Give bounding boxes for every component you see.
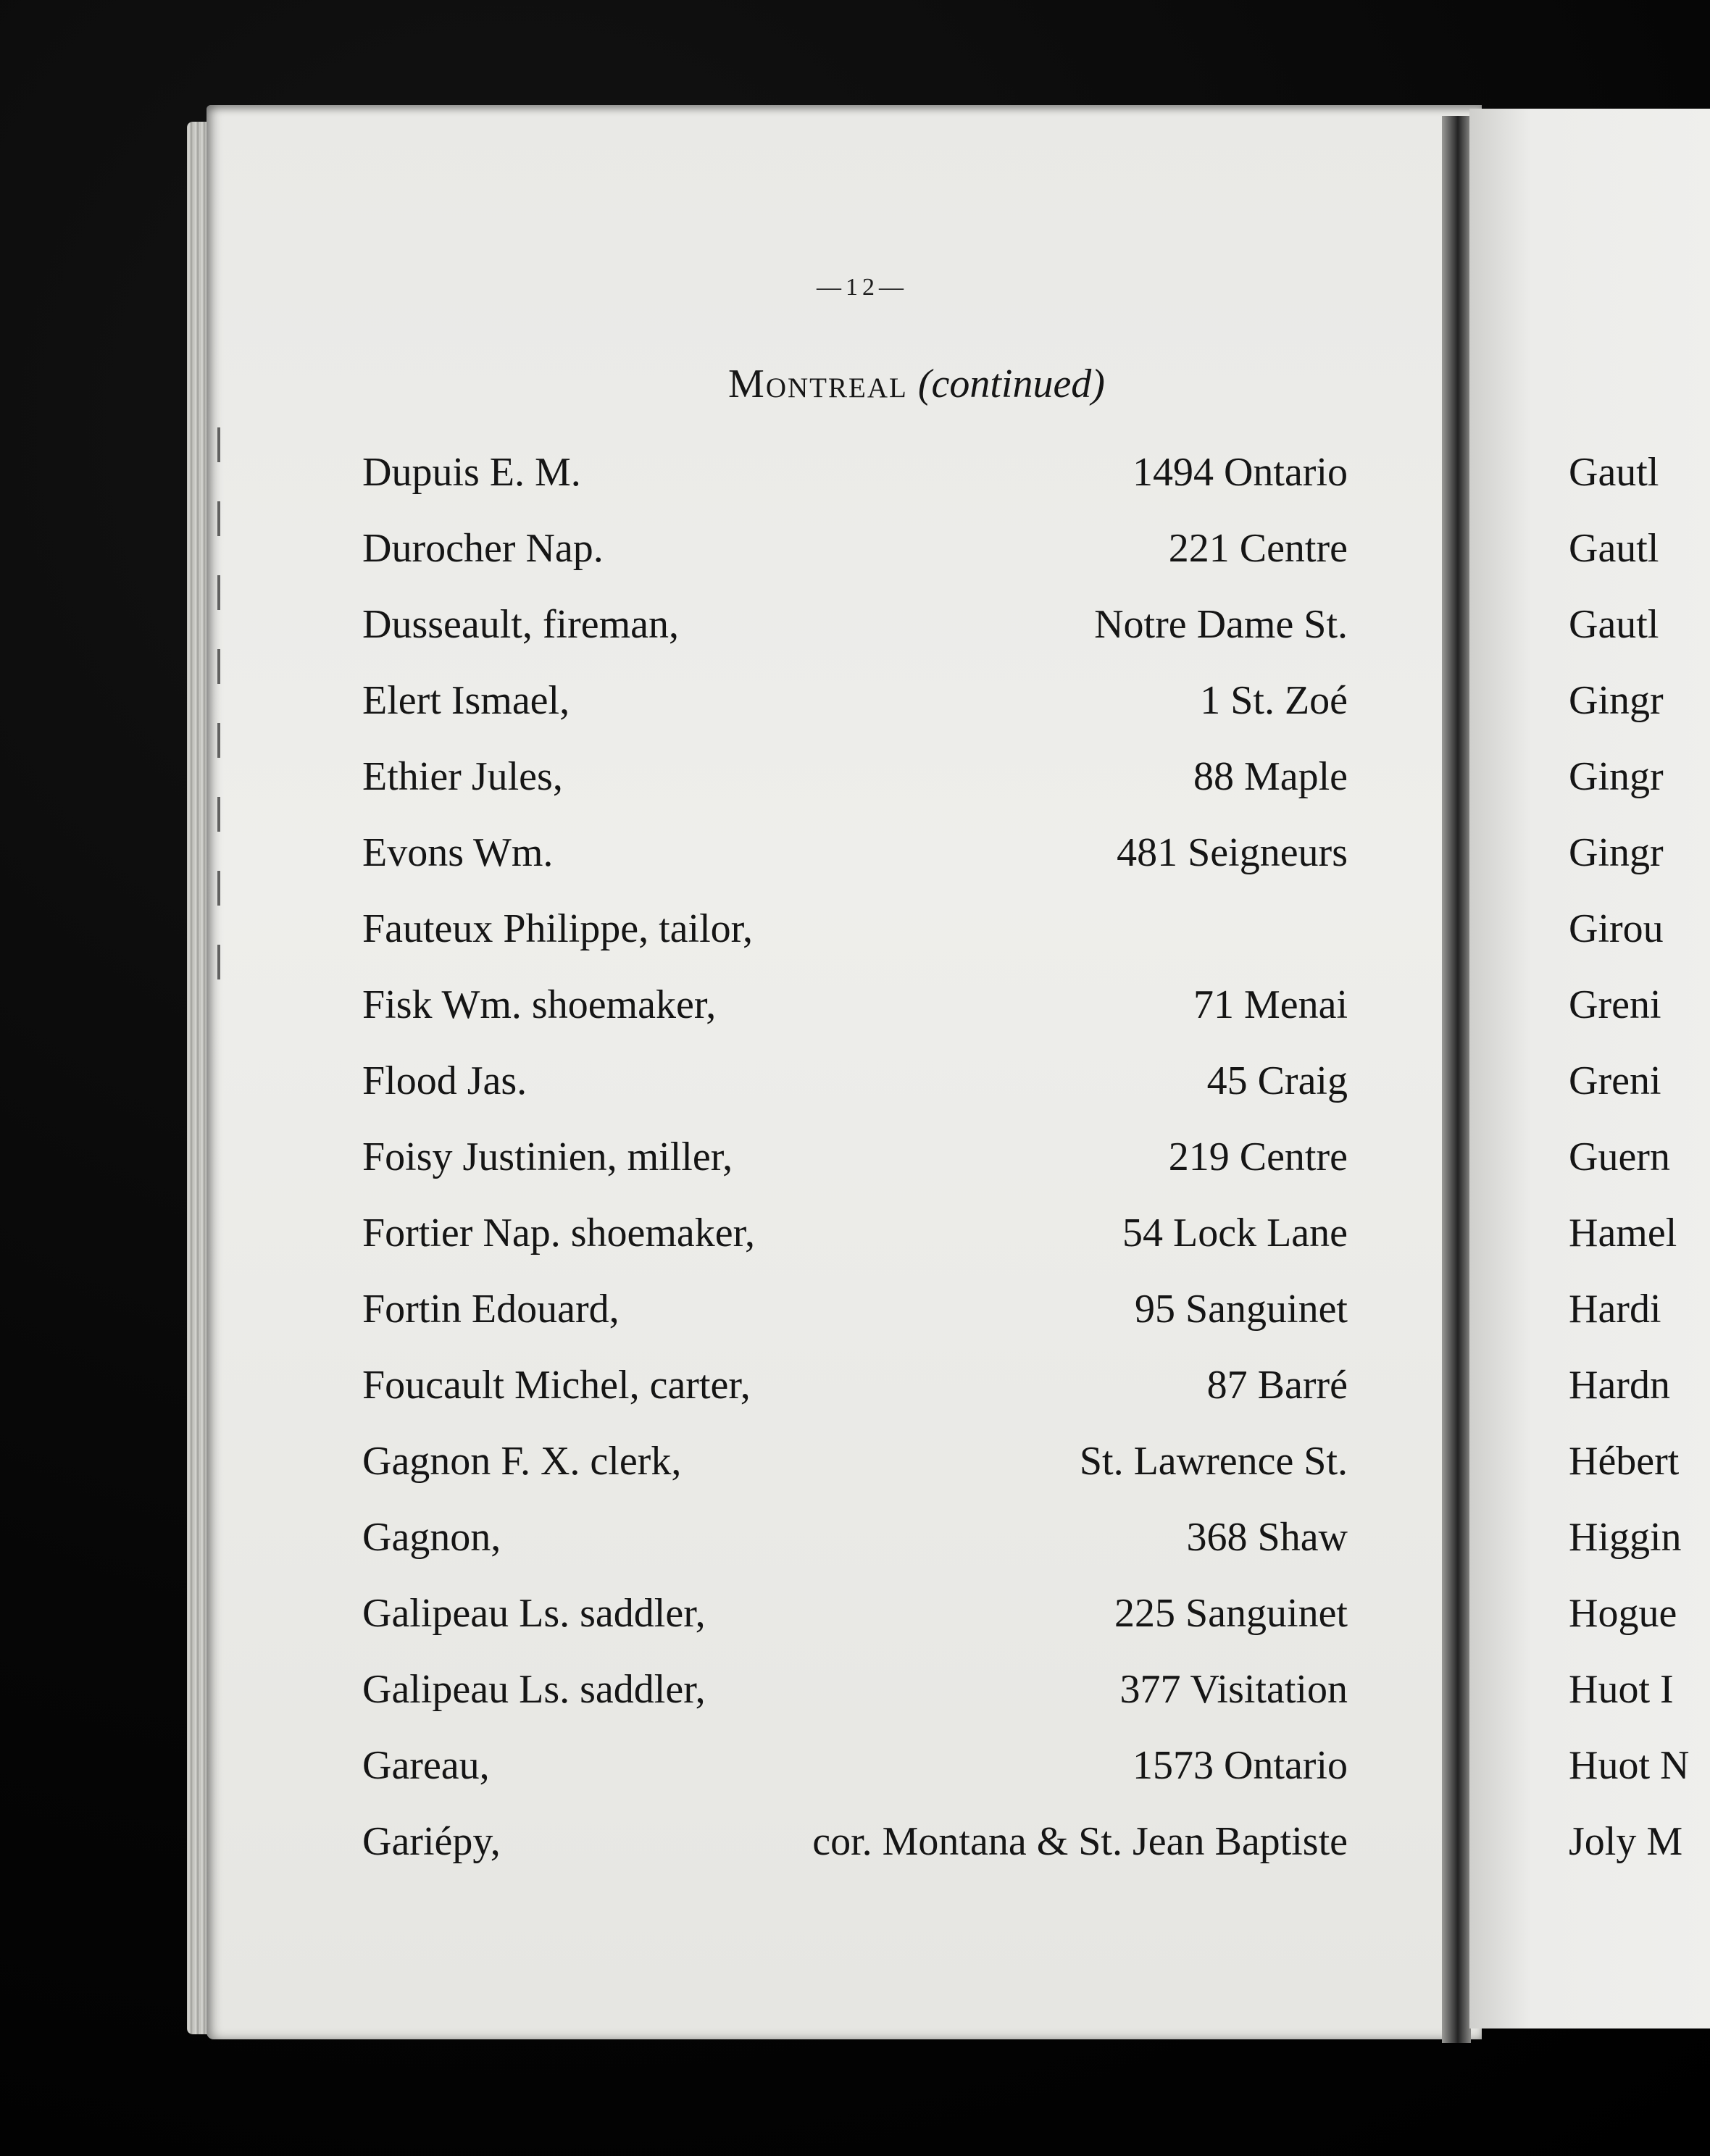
right-page-line: Hardi bbox=[1569, 1287, 1661, 1332]
entry-address: 219 Centre bbox=[1168, 1135, 1348, 1179]
directory-entry bbox=[362, 587, 1348, 663]
directory-entry bbox=[362, 1424, 1348, 1500]
directory-entry bbox=[362, 1271, 1348, 1348]
entry-name: Dupuis E. M. bbox=[362, 450, 581, 495]
directory-entry bbox=[362, 1119, 1348, 1195]
entry-name: Dusseault, fireman, bbox=[362, 602, 679, 647]
right-page-line: Gingr bbox=[1569, 830, 1664, 875]
directory-entry bbox=[362, 1500, 1348, 1576]
directory-entry bbox=[362, 511, 1348, 587]
right-page-line: Hamel bbox=[1569, 1211, 1677, 1255]
margin-mark bbox=[217, 501, 220, 536]
entry-name: Gagnon, bbox=[362, 1515, 501, 1560]
directory-entry bbox=[362, 1348, 1348, 1424]
page-heading bbox=[464, 361, 1369, 407]
margin-mark bbox=[217, 649, 220, 684]
entry-name: Fauteux Philippe, tailor, bbox=[362, 906, 754, 951]
directory-entry bbox=[362, 1576, 1348, 1652]
entry-address: Notre Dame St. bbox=[1094, 602, 1348, 647]
directory-entry bbox=[362, 1043, 1348, 1119]
margin-mark bbox=[217, 797, 220, 832]
entry-name: Durocher Nap. bbox=[362, 526, 604, 571]
directory-entry bbox=[362, 435, 1348, 511]
right-page-line: Higgin bbox=[1569, 1515, 1682, 1560]
entry-address: 368 Shaw bbox=[1186, 1515, 1348, 1560]
right-page-line: Greni bbox=[1569, 1058, 1661, 1103]
left-margin-marks bbox=[217, 427, 239, 1019]
right-page-line: Hardn bbox=[1569, 1363, 1670, 1408]
right-page-line: Huot N bbox=[1569, 1743, 1690, 1788]
page-number: —12— bbox=[817, 274, 908, 301]
right-page-line: Girou bbox=[1569, 906, 1664, 951]
right-page-line: Gingr bbox=[1569, 678, 1664, 723]
directory-entry bbox=[362, 891, 1348, 967]
right-page-line: Joly M bbox=[1569, 1819, 1683, 1864]
margin-mark bbox=[217, 575, 220, 610]
entry-name: Elert Ismael, bbox=[362, 678, 570, 723]
right-page-line: Gautl bbox=[1569, 450, 1659, 495]
entry-address: 71 Menai bbox=[1193, 982, 1348, 1027]
entry-name: Gariépy, bbox=[362, 1819, 501, 1864]
directory-entry bbox=[362, 815, 1348, 891]
entry-address: 1 St. Zoé bbox=[1200, 678, 1348, 723]
margin-mark bbox=[217, 945, 220, 979]
entry-name: Evons Wm. bbox=[362, 830, 554, 875]
entry-address: 377 Visitation bbox=[1119, 1667, 1348, 1712]
entry-name: Fisk Wm. shoemaker, bbox=[362, 982, 717, 1027]
entry-address: 1573 Ontario bbox=[1132, 1743, 1348, 1788]
entry-address: 1494 Ontario bbox=[1132, 450, 1348, 495]
directory-entry bbox=[362, 1652, 1348, 1728]
right-page-line: Hogue bbox=[1569, 1591, 1677, 1636]
heading-note: (continued) bbox=[917, 362, 1105, 406]
right-page-line: Gautl bbox=[1569, 526, 1659, 571]
directory-entry bbox=[362, 967, 1348, 1043]
entry-name: Galipeau Ls. saddler, bbox=[362, 1591, 706, 1636]
directory-entry bbox=[362, 1804, 1348, 1880]
directory-entries bbox=[362, 435, 1348, 1880]
entry-address: 88 Maple bbox=[1193, 754, 1348, 799]
entry-name: Foisy Justinien, miller, bbox=[362, 1135, 733, 1179]
margin-mark bbox=[217, 871, 220, 906]
heading-city: Montreal bbox=[728, 362, 908, 406]
right-page-fragments bbox=[1569, 435, 1710, 1880]
entry-name: Galipeau Ls. saddler, bbox=[362, 1667, 706, 1712]
entry-name: Fortin Edouard, bbox=[362, 1287, 620, 1332]
entry-address: St. Lawrence St. bbox=[1079, 1439, 1348, 1484]
right-page-line: Hébert bbox=[1569, 1439, 1680, 1484]
margin-mark bbox=[217, 723, 220, 758]
directory-entry bbox=[362, 663, 1348, 739]
entry-name: Fortier Nap. shoemaker, bbox=[362, 1211, 756, 1255]
right-page-line: Guern bbox=[1569, 1135, 1670, 1179]
right-page-line: Huot I bbox=[1569, 1667, 1674, 1712]
entry-address: 54 Lock Lane bbox=[1122, 1211, 1348, 1255]
margin-mark bbox=[217, 427, 220, 462]
right-page-line: Gingr bbox=[1569, 754, 1664, 799]
entry-address: 225 Sanguinet bbox=[1114, 1591, 1348, 1636]
directory-entry bbox=[362, 1728, 1348, 1804]
entry-name: Flood Jas. bbox=[362, 1058, 527, 1103]
entry-name: Foucault Michel, carter, bbox=[362, 1363, 751, 1408]
directory-entry bbox=[362, 1195, 1348, 1271]
book-gutter bbox=[1442, 116, 1471, 2043]
entry-address: 87 Barré bbox=[1206, 1363, 1348, 1408]
entry-name: Ethier Jules, bbox=[362, 754, 563, 799]
entry-address: 45 Craig bbox=[1206, 1058, 1348, 1103]
entry-address: 95 Sanguinet bbox=[1135, 1287, 1348, 1332]
directory-entry bbox=[362, 739, 1348, 815]
entry-address: cor. Montana & St. Jean Baptiste bbox=[812, 1819, 1348, 1864]
entry-address: 481 Seigneurs bbox=[1117, 830, 1348, 875]
entry-name: Gagnon F. X. clerk, bbox=[362, 1439, 682, 1484]
right-page-line: Gautl bbox=[1569, 602, 1659, 647]
right-page-line: Greni bbox=[1569, 982, 1661, 1027]
entry-address: 221 Centre bbox=[1168, 526, 1348, 571]
entry-name: Gareau, bbox=[362, 1743, 490, 1788]
